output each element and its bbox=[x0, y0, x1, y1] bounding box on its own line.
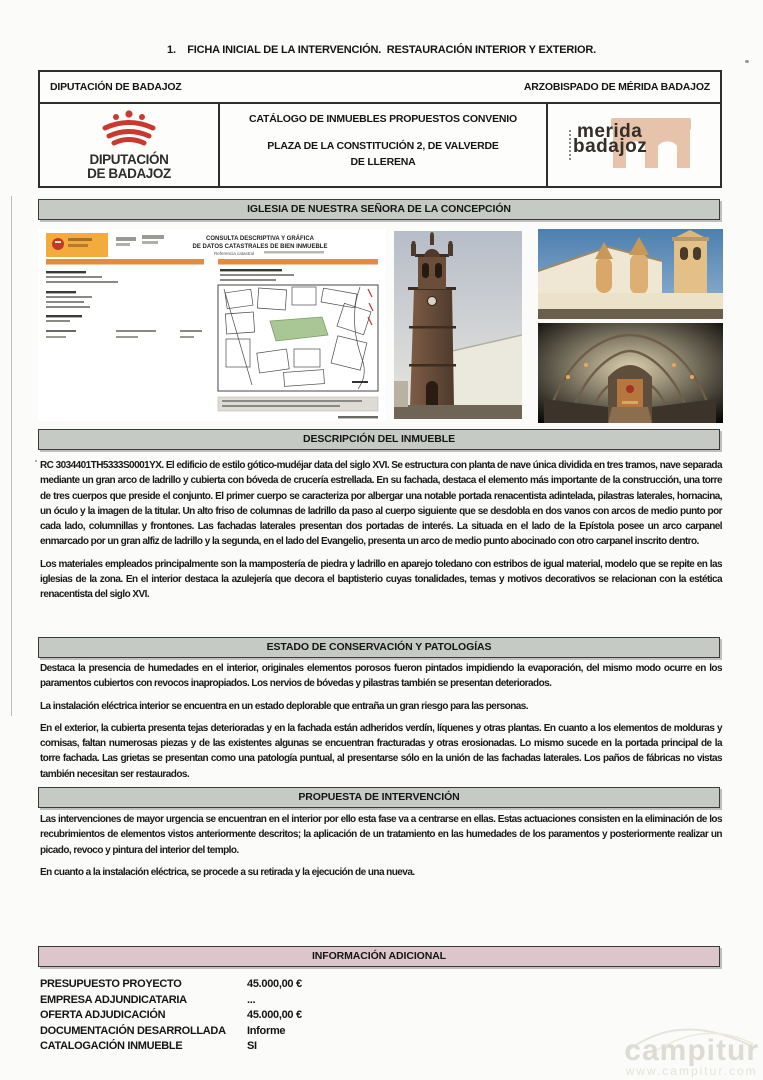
info-label: OFERTA ADJUDICACIÓN bbox=[40, 1009, 166, 1021]
merida-badajoz-logo bbox=[559, 116, 709, 174]
scan-speck bbox=[745, 60, 749, 63]
info-label: DOCUMENTACIÓN DESARROLLADA bbox=[40, 1024, 226, 1037]
proposal-paragraph: Las intervenciones de mayor urgencia se encuentran en el interior por ello esta fase va a centrarse en ellas. Estas actuaciones consisten en la eliminación de los recubrimientos de elementos vistos anteriormente descritos; la aplicación de un tratamiento en las humedades de los paramentos y posteriormente realizar un picado, revoco y pintura del interior del templo. bbox=[40, 814, 722, 856]
cadastral-map bbox=[218, 285, 378, 391]
diputacion-crown-icon bbox=[93, 110, 165, 151]
property-address: PLAZA DE LA CONSTITUCIÓN 2, DE VALVERDE DE LLERENA bbox=[267, 140, 499, 168]
document-heading: 1. FICHA INICIAL DE LA INTERVENCIÓN. RESTAURACIÓN INTERIOR Y EXTERIOR. bbox=[167, 44, 596, 56]
info-value: 45.000,00 € bbox=[247, 1009, 302, 1021]
info-value: 45.000,00 € bbox=[247, 978, 302, 990]
info-label: CATALOGACIÓN INMUEBLE bbox=[40, 1040, 183, 1052]
header-table bbox=[38, 70, 722, 188]
building-title-bar bbox=[38, 199, 720, 220]
watermark-url: www.campitur.com bbox=[625, 1064, 758, 1078]
description-section-title: DESCRIPCIÓN DEL INMUEBLE bbox=[302, 433, 455, 445]
info-row bbox=[40, 1039, 722, 1055]
watermark-name: campitur bbox=[624, 1034, 759, 1067]
info-label: EMPRESA ADJUNDICATARIA bbox=[40, 993, 187, 1006]
info-row bbox=[40, 1024, 722, 1040]
church-exterior-photo bbox=[538, 229, 723, 319]
org-right-label: ARZOBISPADO DE MÉRIDA BADAJOZ bbox=[523, 81, 710, 93]
conservation-text bbox=[40, 661, 722, 789]
cadastral-title-line1: CONSULTA DESCRIPTIVA Y GRÁFICA bbox=[205, 236, 315, 242]
conservation-paragraph: La instalación eléctrica interior se encuentra en un estado deplorable que entraña un gran riesgo para las personas. bbox=[40, 700, 529, 712]
header-logo-row bbox=[40, 104, 720, 186]
proposal-section-bar bbox=[38, 787, 720, 808]
church-tower-photo bbox=[394, 231, 522, 419]
info-value: Informe bbox=[247, 1024, 286, 1037]
diputacion-logo-text: DIPUTACIÓN DE BADAJOZ bbox=[87, 151, 171, 181]
merida-logo-text: merida badajoz bbox=[573, 121, 648, 157]
conservation-paragraph: Destaca la presencia de humedades en el interior, originales elementos porosos fueron pintados impidiendo la evaporación, del mismo modo ocurre en los paramentos cubiertos con revocos inapropiados. Los nervios de bóvedas y pilastras también se presentan deteriorados. bbox=[40, 663, 722, 690]
cadastral-document-thumbnail bbox=[38, 229, 386, 421]
proposal-text bbox=[40, 812, 722, 887]
info-row bbox=[40, 977, 722, 993]
proposal-paragraph: En cuanto a la instalación eléctrica, se procede a su retirada y la ejecución de una nueva. bbox=[40, 866, 415, 878]
conservation-paragraph: En el exterior, la cubierta presenta tejas deterioradas y en la fachada están adheridos verdín, líquenes y otras plantas. En cuanto a los elementos de molduras y cornisas, faltan numerosas piezas y de las existentes algunas se encuentran fracturadas y otras erosionadas. Lo mismo sucede en la portada principal de la torre fachada. Las grietas se presentan como una patología puntual, al presentarse sólo en la unión de las fachadas laterales. Los paños de fábricas no vistas también necesitan ser restaurados. bbox=[40, 722, 722, 780]
additional-section-title: INFORMACIÓN ADICIONAL bbox=[311, 950, 446, 962]
info-row bbox=[40, 993, 722, 1009]
scan-speck bbox=[35, 460, 37, 462]
conservation-section-bar bbox=[38, 637, 720, 658]
info-value: SI bbox=[247, 1040, 257, 1052]
additional-info-list bbox=[40, 977, 722, 1055]
description-text bbox=[40, 458, 722, 610]
church-interior-photo bbox=[538, 323, 723, 423]
description-paragraph: Los materiales empleados principalmente son la mampostería de piedra y ladrillo en aparejo toledano con estribos de igual material, modelo que se repite en las iglesias de la zona. En el interior destaca la azulejería que decora el baptisterio cuyas tonalidades, temas y motivos decorativos se relacionan con la estética renacentista del siglo XVI. bbox=[40, 558, 722, 601]
building-title: IGLESIA DE NUESTRA SEÑORA DE LA CONCEPCIÓN bbox=[247, 203, 511, 215]
cadastral-title-line2: DE DATOS CATASTRALES DE BIEN INMUEBLE bbox=[192, 244, 328, 250]
header-org-row bbox=[40, 72, 720, 104]
catalog-title: CATÁLOGO DE INMUEBLES PROPUESTOS CONVENIO bbox=[249, 113, 517, 125]
proposal-section-title: PROPUESTA DE INTERVENCIÓN bbox=[298, 791, 460, 803]
catalog-cell bbox=[220, 104, 548, 186]
info-value: ... bbox=[247, 993, 256, 1006]
info-label: PRESUPUESTO PROYECTO bbox=[40, 978, 182, 990]
description-paragraph: RC 3034401TH5333S0001YX. El edificio de estilo gótico-mudéjar data del siglo XVI. Se estructura con planta de nave única dividida en tres tramos, nave separada mediante un gran arco de ladrillo y cubierta con bóveda de crucería estrellada. En su fachada, destaca el elemento más importante de la construcción, una torre de tres cuerpos que preside el conjunto. El primer cuerpo se caracteriza por albergar una notable portada renacentista adintelada, pilastras laterales, hornacina, un óculo y la imagen de la titular. Un alto friso de columnas de ladrillo da paso al cuerpo siguiente que se desdobla en dos vanos con arcos de medio punto por cada lado, columnillas y frontones. Las fachadas laterales presentan dos portadas de interés. La situada en el lado de la Epístola posee un arco carpanel enmarcado por un gran alfiz de ladrillo y la segunda, en el lado del Evangelio, presenta un arco de medio punto abocinado con otro carpanel inscrito dentro. bbox=[40, 460, 722, 548]
merida-logo-cell bbox=[548, 104, 720, 186]
info-row bbox=[40, 1008, 722, 1024]
vertical-microtext bbox=[569, 130, 571, 160]
org-left-label: DIPUTACIÓN DE BADAJOZ bbox=[50, 81, 182, 93]
spain-gov-logo bbox=[46, 233, 108, 257]
conservation-section-title: ESTADO DE CONSERVACIÓN Y PATOLOGÍAS bbox=[266, 641, 492, 653]
cadastral-subtitle: Referencia catastral bbox=[213, 251, 255, 256]
scan-artifact-line bbox=[11, 196, 12, 716]
description-section-bar bbox=[38, 429, 720, 450]
diputacion-logo-cell bbox=[40, 104, 220, 186]
image-strip bbox=[38, 229, 725, 423]
additional-section-bar bbox=[38, 946, 720, 967]
